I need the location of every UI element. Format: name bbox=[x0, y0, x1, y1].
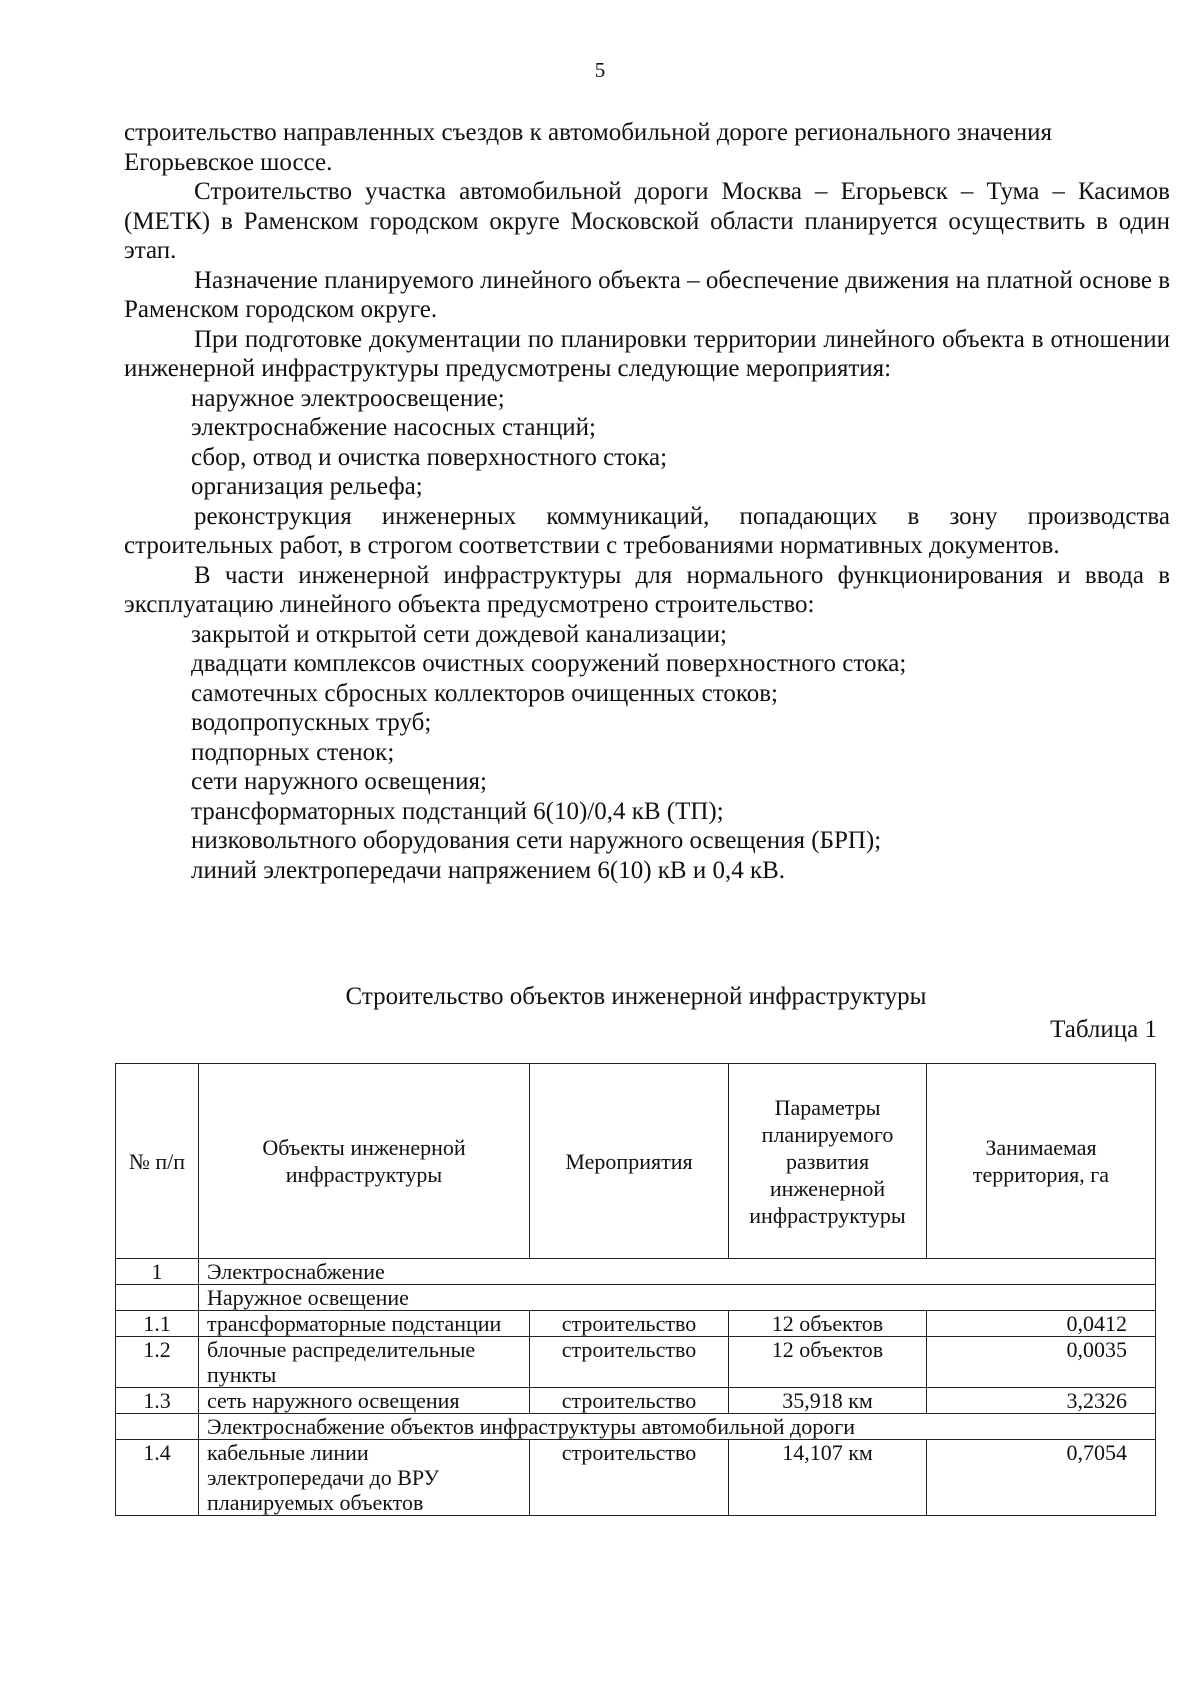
row-measure: строительство bbox=[530, 1388, 729, 1414]
row-object: сеть наружного освещения bbox=[199, 1388, 530, 1414]
paragraph: В части инженерной инфраструктуры для нормального функционирования и ввода в эксплуатацию линейного объекта предусмотрено строительство: bbox=[124, 561, 1170, 618]
list-item: сбор, отвод и очистка поверхностного стока; bbox=[191, 443, 668, 471]
header-measures: Мероприятия bbox=[530, 1064, 729, 1259]
row-object: блочные распределительные пункты bbox=[199, 1337, 530, 1388]
row-measure: строительство bbox=[530, 1337, 729, 1388]
row-area: 0,7054 bbox=[927, 1440, 1156, 1516]
list-item: самотечных сбросных коллекторов очищенных стоков; bbox=[191, 679, 778, 707]
list-item: водопропускных труб; bbox=[191, 709, 432, 736]
table-row bbox=[116, 1388, 1156, 1414]
row-area: 0,0035 bbox=[927, 1337, 1156, 1388]
table-row bbox=[116, 1337, 1156, 1388]
header-objects: Объекты инженерной инфраструктуры bbox=[199, 1064, 530, 1259]
list-item: электроснабжение насосных станций; bbox=[191, 414, 596, 441]
empty-cell bbox=[116, 1414, 199, 1440]
table-header-row bbox=[116, 1064, 1156, 1259]
table-title: Строительство объектов инженерной инфраструктуры bbox=[345, 983, 927, 1010]
row-measure: строительство bbox=[530, 1311, 729, 1337]
list-item: закрытой и открытой сети дождевой канализации; bbox=[191, 620, 727, 648]
list-item: сети наружного освещения; bbox=[191, 768, 487, 795]
empty-cell bbox=[116, 1285, 199, 1311]
section-num: 1 bbox=[116, 1259, 199, 1285]
list-item: линий электропередачи напряжением 6(10) кВ и 0,4 кВ. bbox=[191, 856, 786, 884]
table-row bbox=[116, 1440, 1156, 1516]
list-item: подпорных стенок; bbox=[191, 738, 395, 766]
table-group-row bbox=[116, 1285, 1156, 1311]
paragraph: Назначение планируемого линейного объекта – обеспечение движения на платной основе в Раменском городском округе. bbox=[124, 266, 1171, 323]
infrastructure-table bbox=[115, 1063, 1156, 1516]
page-number: 5 bbox=[594, 58, 606, 82]
list-item: низковольтного оборудования сети наружного освещения (БРП); bbox=[191, 827, 882, 854]
row-object: трансформаторные подстанции bbox=[199, 1311, 530, 1337]
header-params: Параметры планируемого развития инженерной инфраструктуры bbox=[729, 1064, 927, 1259]
list-item: двадцати комплексов очистных сооружений поверхностного стока; bbox=[191, 650, 907, 677]
row-area: 3,2326 bbox=[927, 1388, 1156, 1414]
paragraph: Строительство участка автомобильной дороги Москва – Егорьевск – Тума – Касимов (МЕТК) в Раменском городском округе Московской области планируется осуществить в один этап. bbox=[124, 178, 1170, 264]
row-num: 1.1 bbox=[116, 1311, 199, 1337]
body-text bbox=[124, 118, 1170, 885]
header-area: Занимаемая территория, га bbox=[927, 1064, 1156, 1259]
row-area: 0,0412 bbox=[927, 1311, 1156, 1337]
list-item: трансформаторных подстанций 6(10)/0,4 кВ (ТП); bbox=[191, 797, 724, 825]
table-caption: Таблица 1 bbox=[1050, 1016, 1157, 1043]
table-section-row bbox=[116, 1259, 1156, 1285]
header-num: № п/п bbox=[116, 1064, 199, 1259]
table-row bbox=[116, 1311, 1156, 1337]
paragraph: реконструкция инженерных коммуникаций, попадающих в зону производства строительных работ, в строгом соответствии с требованиями нормативных документов. bbox=[124, 502, 1170, 559]
paragraph: При подготовке документации по планировки территории линейного объекта в отношении инженерной инфраструктуры предусмотрены следующие мероприятия: bbox=[124, 325, 1170, 382]
row-object: кабельные линии электропередачи до ВРУ планируемых объектов bbox=[199, 1440, 530, 1516]
row-num: 1.4 bbox=[116, 1440, 199, 1516]
row-num: 1.2 bbox=[116, 1337, 199, 1388]
row-param: 12 объектов bbox=[729, 1311, 927, 1337]
row-param: 14,107 км bbox=[729, 1440, 927, 1516]
row-measure: строительство bbox=[530, 1440, 729, 1516]
paragraph: строительство направленных съездов к автомобильной дороге регионального значения Егорьевское шоссе. bbox=[124, 119, 1053, 176]
list-item: организация рельефа; bbox=[191, 473, 423, 500]
table-group-row bbox=[116, 1414, 1156, 1440]
row-param: 12 объектов bbox=[729, 1337, 927, 1388]
group-label: Электроснабжение объектов инфраструктуры автомобильной дороги bbox=[199, 1414, 1156, 1440]
row-param: 35,918 км bbox=[729, 1388, 927, 1414]
section-label: Электроснабжение bbox=[199, 1259, 1156, 1285]
row-num: 1.3 bbox=[116, 1388, 199, 1414]
list-item: наружное электроосвещение; bbox=[191, 384, 505, 412]
group-label: Наружное освещение bbox=[199, 1285, 1156, 1311]
